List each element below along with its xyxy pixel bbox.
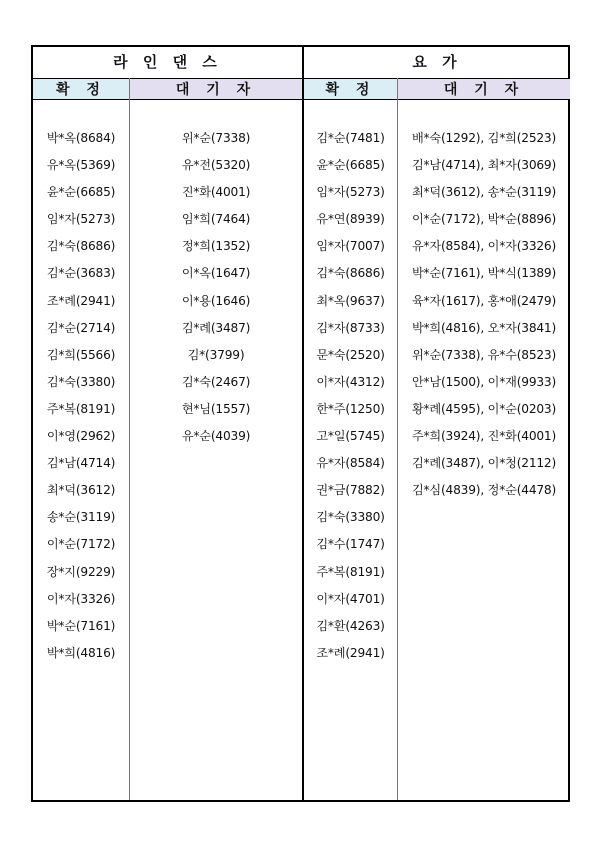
list-item: 박*희(4816) (46, 645, 116, 660)
list-item: 김*숙(2467) (181, 374, 251, 389)
list-item: 김*심(4839), 정*순(4478) (411, 483, 557, 498)
list-item: 유*순(4039) (181, 429, 251, 444)
list-item: 이*순(7172), 박*순(8896) (411, 212, 557, 227)
list-item: 김*순(3683) (46, 266, 116, 281)
list-item: 이*자(4701) (316, 591, 385, 606)
list-item: 배*숙(1292), 김*희(2523) (411, 131, 557, 145)
registration-table (31, 45, 570, 802)
list-item: 육*자(1617), 홍*애(2479) (411, 293, 557, 308)
list-item: 김*숙(3380) (46, 374, 116, 389)
list-item: 이*자(3326) (46, 591, 116, 606)
list-item: 임*희(7464) (181, 212, 251, 227)
list-item: 김*숙(8686) (316, 266, 385, 281)
list-item: 유*옥(5369) (46, 158, 116, 173)
yoga-waiting-list (398, 125, 570, 504)
list-item: 주*복(8191) (316, 564, 385, 579)
list-item: 김*수(1747) (316, 537, 385, 552)
list-item: 권*금(7882) (316, 483, 385, 498)
list-item: 김*순(2714) (46, 320, 116, 335)
list-item: 김*순(7481) (316, 131, 385, 145)
list-item: 유*연(8939) (316, 212, 385, 227)
list-item: 윤*순(6685) (316, 158, 385, 173)
list-item: 이*용(1646) (181, 293, 251, 308)
list-item: 현*님(1557) (181, 401, 251, 416)
line-dance-confirmed-list (33, 125, 129, 667)
list-item: 김*(3799) (187, 347, 245, 362)
list-item: 장*지(9229) (46, 564, 116, 579)
line-dance-title: 라 인 댄 스 (113, 53, 222, 71)
list-item: 문*숙(2520) (316, 347, 385, 362)
list-item: 최*덕(3612), 송*순(3119) (411, 185, 557, 200)
list-item: 김*환(4263) (316, 618, 385, 633)
list-item: 이*옥(1647) (181, 266, 251, 281)
list-item: 박*순(7161), 박*식(1389) (411, 266, 557, 281)
list-item: 김*례(3487) (181, 320, 251, 335)
list-item: 유*전(5320) (181, 158, 251, 173)
list-item: 황*례(4595), 이*순(0203) (411, 401, 557, 416)
yoga-confirmed-header: 확 정 (304, 78, 397, 100)
list-item: 주*희(3924), 진*화(4001) (411, 429, 557, 444)
list-item: 유*자(8584), 이*자(3326) (411, 239, 557, 254)
list-item: 김*희(5566) (46, 347, 116, 362)
list-item: 박*옥(8684) (46, 131, 116, 145)
list-item: 김*자(8733) (316, 320, 385, 335)
list-item: 김*숙(3380) (316, 510, 385, 525)
list-item: 진*화(4001) (181, 185, 251, 200)
list-item: 조*례(2941) (46, 293, 116, 308)
list-item: 김*례(3487), 이*청(2112) (411, 456, 557, 471)
line-dance-waiting-list (130, 125, 302, 450)
list-item: 주*복(8191) (46, 401, 116, 416)
list-item: 임*자(5273) (46, 212, 116, 227)
list-item: 김*남(4714) (46, 456, 116, 471)
list-item: 박*희(4816), 오*자(3841) (411, 320, 557, 335)
list-item: 위*순(7338) (181, 131, 251, 145)
list-item: 박*순(7161) (46, 618, 116, 633)
list-item: 정*희(1352) (181, 239, 251, 254)
list-item: 임*자(7007) (316, 239, 385, 254)
line-dance-confirmed-header: 확 정 (33, 78, 129, 100)
list-item: 고*일(5745) (316, 429, 385, 444)
line-dance-waiting-header: 대 기 자 (130, 78, 302, 100)
list-item: 조*례(2941) (316, 645, 385, 660)
list-item: 김*남(4714), 최*자(3069) (411, 158, 557, 173)
list-item: 안*남(1500), 이*재(9933) (411, 374, 557, 389)
list-item: 최*덕(3612) (46, 483, 116, 498)
list-item: 윤*순(6685) (46, 185, 116, 200)
list-item: 김*숙(8686) (46, 239, 116, 254)
list-item: 한*주(1250) (316, 401, 385, 416)
yoga-title: 요 가 (412, 53, 462, 71)
list-item: 최*옥(9637) (316, 293, 385, 308)
list-item: 이*영(2962) (46, 429, 116, 444)
list-item: 송*순(3119) (46, 510, 116, 525)
list-item: 유*자(8584) (316, 456, 385, 471)
list-item: 이*순(7172) (46, 537, 116, 552)
list-item: 위*순(7338), 유*수(8523) (411, 347, 557, 362)
yoga-waiting-header: 대 기 자 (398, 78, 570, 100)
list-item: 이*자(4312) (316, 374, 385, 389)
yoga-confirmed-list (304, 125, 397, 667)
list-item: 임*자(5273) (316, 185, 385, 200)
